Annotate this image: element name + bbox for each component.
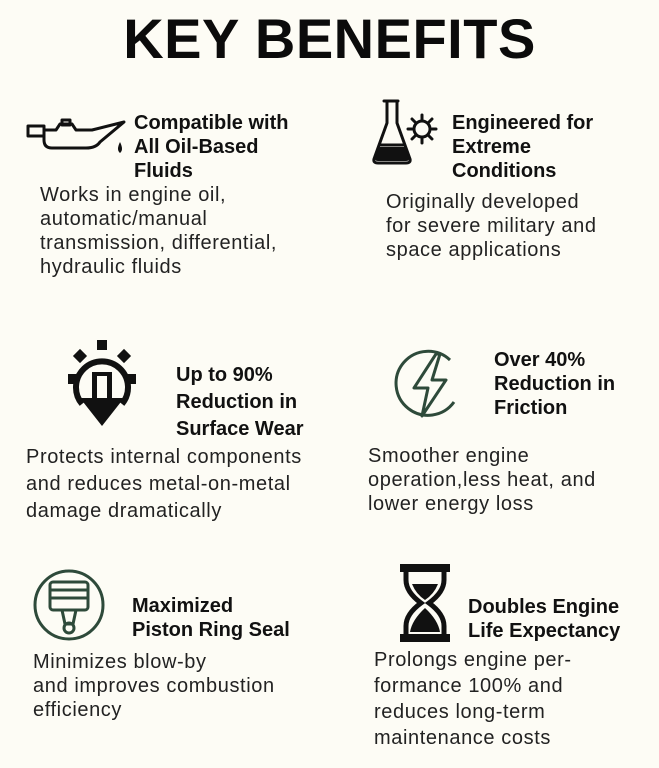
benefit-heading: Compatible with All Oil-Based Fluids xyxy=(134,112,289,182)
benefit-heading: Over 40% Reduction in Friction xyxy=(494,349,616,419)
hourglass-icon xyxy=(398,562,452,644)
oil-can-icon xyxy=(26,118,130,158)
benefit-heading: Engineered for Extreme Conditions xyxy=(452,112,594,182)
benefit-description: Smoother engine operation,less heat, and lower energy loss xyxy=(368,445,596,515)
benefit-description: Works in engine oil, automatic/manual transmission, differential, hydraulic fluids xyxy=(40,184,278,278)
lightning-bolt-icon xyxy=(388,344,470,426)
benefit-heading: Maximized Piston Ring Seal xyxy=(132,595,290,641)
piston-icon xyxy=(32,568,106,642)
gear-down-arrow-icon xyxy=(60,338,144,430)
benefit-heading: Doubles Engine Life Expectancy xyxy=(468,596,621,642)
benefit-description: Prolongs engine per- formance 100% and reduces long-term maintenance costs xyxy=(374,649,572,749)
benefit-description: Minimizes blow-by and improves combustion efficiency xyxy=(33,651,275,721)
page-title: KEY BENEFITS xyxy=(123,7,536,70)
flask-gear-icon xyxy=(370,97,440,167)
benefit-description: Originally developed for severe military and space applications xyxy=(386,191,597,261)
benefit-heading: Up to 90% Reduction in Surface Wear xyxy=(176,364,304,440)
benefit-description: Protects internal components and reduces metal-on-metal damage dramatically xyxy=(26,446,302,522)
